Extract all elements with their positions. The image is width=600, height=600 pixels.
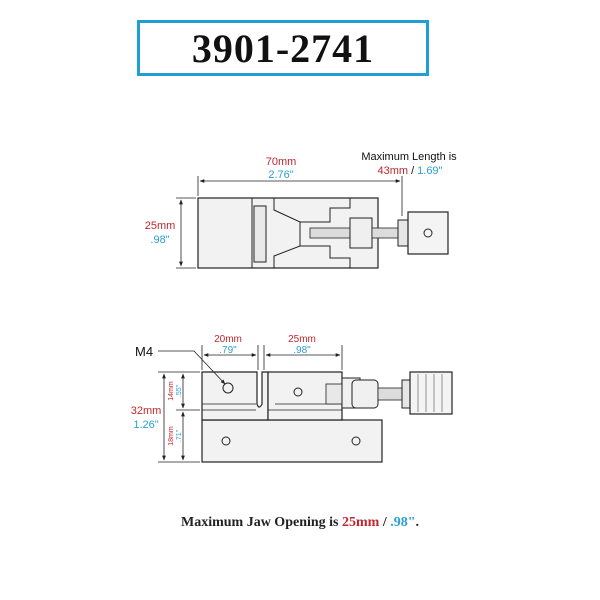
opening-in: .98" (293, 345, 311, 356)
height-in: 1.26" (133, 419, 159, 431)
footer-mm: 25mm (342, 515, 380, 530)
jaw-in: .79" (219, 345, 237, 356)
side-view (131, 334, 452, 462)
max-length-label: Maximum Length is (361, 151, 457, 163)
footer-inch: .98" (390, 515, 416, 530)
screw-knob-ring (398, 220, 408, 246)
side-screw-knob (410, 372, 452, 414)
part-number-title: 3901-2741 (191, 25, 375, 71)
screw-collar (350, 218, 372, 248)
upper-mm: 14mm (168, 381, 175, 401)
screw-shaft (310, 228, 355, 238)
fixed-jaw-face (254, 206, 266, 262)
opening-mm: 25mm (288, 334, 316, 345)
max-length-in: 1.69" (417, 165, 443, 177)
max-length-values (378, 165, 443, 177)
thread-label: M4 (135, 344, 154, 359)
length-in: 2.76" (268, 169, 294, 181)
screw-knob (408, 212, 448, 254)
footer-sep: / (382, 515, 387, 530)
side-view-base (202, 420, 382, 462)
upper-in: .55" (176, 384, 183, 398)
jaw-mm: 20mm (214, 334, 242, 345)
width-in: .98" (150, 234, 170, 246)
width-mm: 25mm (144, 220, 176, 232)
side-fixed-jaw (202, 372, 268, 420)
height-mm: 32mm (130, 405, 162, 417)
lower-in: .71" (176, 429, 183, 443)
footer-suffix: . (415, 515, 419, 530)
max-jaw-opening-note (0, 515, 600, 531)
length-mm: 70mm (265, 156, 297, 168)
max-length-sep: / (411, 165, 415, 177)
footer-prefix: Maximum Jaw Opening is (180, 515, 339, 530)
top-view (145, 151, 457, 268)
max-length-mm: 43mm (377, 165, 409, 177)
lower-mm: 18mm (168, 426, 175, 446)
